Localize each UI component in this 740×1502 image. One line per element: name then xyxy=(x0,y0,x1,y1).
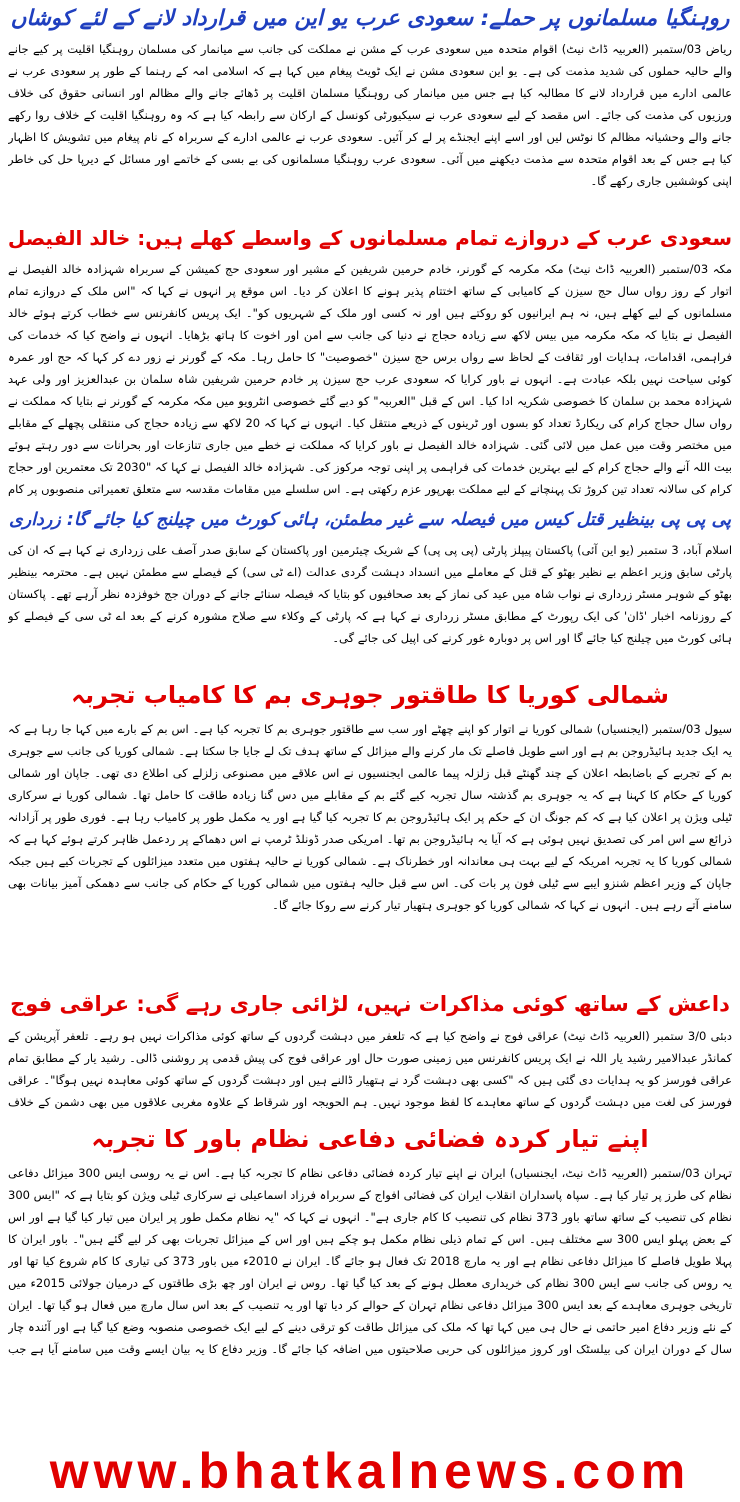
article-headline: اپنے تیار کردہ فضائی دفاعی نظام باور کا تجربہ xyxy=(91,1124,649,1153)
article-iran-bavar xyxy=(8,1125,732,1360)
article-north-korea xyxy=(8,681,732,982)
article-body: دبئی 3/0 ستمبر (العربیہ ڈاٹ نیٹ) عراقی فوج نے واضح کیا ہے کہ تلعفر میں دہشت گردوں کے ساتھ کوئی مذاکرات نہیں ہو رہے۔ تلعفر آپریشن کے کمانڈر عبدالامیر رشید یار اللہ نے ایک پریس کانفرنس میں زمینی صورت حال اور عراقی فوج کی پیش قدمی پر روشنی ڈالی۔ رشید یار کے مطابق تمام عراقی فورسز کو یہ ہدایات دی گئی ہیں کہ "کسی بھی دہشت گرد نے ہتھیار ڈالنے ہیں اور دہشت گردوں کے ساتھ کوئی معاہدہ نہیں ہوگا"۔ عراقی فورسز کی لغت میں دہشت گردوں کے ساتھ معاہدے کا لفظ موجود نہیں۔ ہم الحویجہ اور شرقاط کے علاوہ مغربی علاقوں میں بھی دشمن کے خلاف xyxy=(8,1028,732,1109)
article-body: مکہ 03/ستمبر (العربیہ ڈاٹ نیٹ) مکہ مکرمہ کے گورنر، خادم حرمین شریفین کے مشیر اور سعودی حج کمیشن کے سربراہ شہزادہ خالد الفیصل نے اتوار کے روز رواں سال حج سیزن کے کامیابی کے ساتھ اختتام پذیر ہونے کا اعلان کر دیا۔ اس موقع پر انہوں نے کہا کہ "اس ملک کے دروازے تمام مسلمانوں کے لیے کھلے ہیں، نہ ہم ایرانیوں کو روکتے ہیں اور نہ کسی اور ملک کے شہریوں کو"۔ ایک پریس کانفرنس سے خطاب کرتے ہوئے خالد الفیصل نے بتایا کہ مکہ مکرمہ میں بیس لاکھ سے زیادہ حجاج نے دنیا کی جانب سے امن اور اخوت کا ہاتھ بڑھایا۔ انہوں نے واضح کیا کہ خدمات کی فراہمی، اقدامات، ہدایات اور ثقافت کے لحاظ سے رواں برس حج سیزن "خصوصیت" کا حامل رہا۔ مکہ کے گورنر نے زور دے کر کہا کہ حج اور عمرہ کوئی سیاحت نہیں بلکہ عبادت ہے۔ انہوں نے باور کرایا کہ سعودی عرب حج سیزن پر خادم حرمین شریفین شاہ سلمان بن عبدالعزیز اور ولی عہد شہزادہ محمد بن سلمان کا خصوصی شکریہ ادا کیا۔ اس کے قبل "العربیہ" کو دیے گئے خصوصی انٹرویو میں مکہ مکرمہ کے گورنر نے بتایا کہ مملکت نے رواں سال حجاج کرام کی ریکارڈ تعداد کو بسوں اور ٹرینوں کے ذریعے منتقل کیا۔ انہوں نے کہا کہ 20 لاکھ سے زیادہ حجاج کی منتقلی پچھلے کے مقابلے میں مختصر وقت میں عمل میں لائی گئی۔ شہزادہ خالد الفیصل نے باور کرایا کہ مملکت نے خطے میں جاری تنازعات اور بحرانات سے دور رہتے ہوئے بیت اللہ آنے والے حجاج کرام کے لیے بہترین خدمات کی فراہمی پر اپنی توجہ مرکوز کی۔ شہزادہ خالد الفیصل نے کہا کہ "2030 تک معتمرین اور حجاج کرام کی سالانہ تعداد تین کروڑ تک پہنچانے کے لیے مملکت بھرپور عزم رکھتی ہے۔ اس سلسلے میں مقامات مقدسہ سے متعلق تعمیراتی منصوبوں پر کام xyxy=(8,261,732,496)
article-body: اسلام آباد، 3 ستمبر (یو این آئی) پاکستان پیپلز پارٹی (پی پی پی) کے شریک چیئرمین اور پاکستان کے سابق صدر آصف علی زرداری نے کہا ہے کہ ان کی پارٹی سابق وزیر اعظم بے نظیر بھٹو کے قتل کے معاملے میں انسداد دہشت گردی عدالت (اے ٹی سی) کے فیصلے سے مطمئن نہیں ہے۔ محترمہ بینظیر بھٹو کے شوہر مسٹر زرداری نے نواب شاہ میں عید کی نماز کے بعد صحافیوں کو بتایا کہ فیصلہ سنائے جانے کے دوران جج خوفزدہ نظر آرہے تھے۔ پاکستان کے روزنامہ اخبار 'ڈان' کی ایک رپورٹ کے مطابق مسٹر زرداری نے کہا ہے کہ پارٹی کے وکلاء سے صلاح مشورہ کرنے کے بعد اے ٹی سی کے فیصلے کو ہائی کورٹ میں چیلنج کیا جائے گا اور اس پر دوبارہ غور کرنے کی اپیل کی جائے گی۔ xyxy=(8,542,732,645)
article-khalid-al-faisal xyxy=(8,226,732,500)
article-headline: سعودی عرب کے دروازے تمام مسلمانوں کے واسطے کھلے ہیں: خالد الفیصل xyxy=(8,225,732,250)
article-zardari xyxy=(8,510,732,671)
article-headline: روہنگیا مسلمانوں پر حملے: سعودی عرب یو این میں قرارداد لانے کے لئے کوشاں xyxy=(10,6,730,31)
website-url-footer: www.bhatkalnews.com xyxy=(49,1443,691,1499)
article-iraqi-army xyxy=(8,992,732,1113)
article-body: سیول 03/ستمبر (ایجنسیاں) شمالی کوریا نے اتوار کو اپنے چھٹے اور سب سے طاقتور جوہری بم کا تجربہ کیا ہے۔ اس بم کے بارے میں کہا جا رہا ہے کہ یہ ایک جدید ہائیڈروجن بم ہے اور اسے طویل فاصلے تک مار کرنے والے میزائل کے ساتھ ہدف تک لے جایا جا سکتا ہے۔ شمالی کوریا کی جانب سے جوہری بم کے تجربے کے باضابطہ اعلان کے چند گھنٹے قبل زلزلہ پیما عالمی ایجنسیوں نے اس علاقے میں مصنوعی زلزلے کی اطلاع دی تھی۔ جاپان اور شمالی کوریا کے حکام کا کہنا ہے کہ یہ جوہری بم گذشتہ سال تجربہ کیے گئے بم کے مقابلے میں دس گنا زیادہ طاقت کا حامل تھا۔ شمالی کوریا نے سرکاری ٹیلی ویژن پر اعلان کیا ہے کہ کم جونگ ان کے حکم پر ایک ہائیڈروجن بم کا تجربہ کیا گیا ہے اور یہ مکمل طور پر کامیاب رہا ہے۔ فوری طور پر آزادانہ ذرائع سے اس امر کی تصدیق نہیں ہوئی ہے کہ آیا یہ ہائیڈروجن بم تھا۔ امریکی صدر ڈونلڈ ٹرمپ نے اس دھماکے پر ردعمل ظاہر کرتے ہوئے کہا ہے کہ شمالی کوریا کا یہ تجربہ امریکہ کے لیے بہت ہی معاندانہ اور خطرناک ہے۔ شمالی کوریا نے حالیہ ہفتوں میں متعدد میزائلوں کے تجربات کیے ہیں جبکہ جاپان کے وزیر اعظم شنزو ایبے سے ٹیلی فون پر بات کی۔ اس سے قبل حالیہ ہفتوں میں شمالی کوریا کے حکام کی جانب سے دھمکی آمیز بیانات بھی سامنے آتے رہے ہیں۔ انہوں نے کہا کہ شمالی کوریا کو جوہری ہتھیار تیار کرنے سے روکا جائے گا۔ xyxy=(8,721,732,912)
article-headline: داعش کے ساتھ کوئی مذاکرات نہیں، لڑائی جاری رہے گی: عراقی فوج xyxy=(10,991,730,1016)
article-headline: شمالی کوریا کا طاقتور جوہری بم کا کامیاب تجربہ xyxy=(71,680,669,709)
article-rohingya xyxy=(8,6,732,214)
article-headline: پی پی پی بینظیر قتل کیس میں فیصلہ سے غیر مطمئن، ہائی کورٹ میں چیلنج کیا جائے گا: زرداری xyxy=(9,509,731,530)
article-body: تہران 03/ستمبر (العربیہ ڈاٹ نیٹ، ایجنسیاں) ایران نے اپنے تیار کردہ فضائی دفاعی نظام کا تجربہ کیا ہے۔ اس نے یہ روسی ایس 300 میزائل دفاعی نظام کی طرز پر تیار کیا ہے۔ سپاہ پاسداران انقلاب ایران کی فضائی افواج کے سربراہ فرزاد اسماعیلی نے سرکاری ٹیلی ویژن کو بتایا ہے کہ "ایس 300 نظام کی تنصیب کے ساتھ ساتھ باور 373 نظام کی تنصیب کا کام جاری ہے"۔ انہوں نے کہا کہ "یہ نظام مکمل طور پر ایران میں تیار کیا گیا ہے اور اس کے بعض پہلو ایس 300 سے مختلف ہیں۔ اس کے تمام ذیلی نظام مکمل ہو چکے ہیں اور اس کے میزائل تجربات بھی کر لیے گئے ہیں"۔ باور ایران کا پہلا طویل فاصلے کا میزائل دفاعی نظام ہے اور یہ مارچ 2018 تک فعال ہو جائے گا۔ ایران نے 2010ء میں باور 373 کی تیاری کا کام شروع کیا تھا اور یہ روس کی جانب سے ایس 300 نظام کی خریداری معطل ہونے کے بعد کیا گیا تھا۔ روس نے ایران اور چھ بڑی طاقتوں کے درمیان جولائی 2015ء میں تاریخی جوہری معاہدے کے بعد ایس 300 میزائل دفاعی نظام تہران کے حوالے کر دیا تھا اور یہ تنصیب کے بعد اس سال مارچ میں فعال ہو گیا تھا۔ ایران کے نئے وزیر دفاع امیر حاتمی نے حال ہی میں کہا تھا کہ ملک کی میزائل طاقت کو ترقی دینے کے لیے ایک خصوصی منصوبہ وضع کیا گیا ہے اور آئندہ چار سال کے دوران ایران کی بیلسٹک اور کروز میزائلوں کی حربی صلاحیتوں میں اضافہ کیا جائے گا۔ وزیر دفاع کا یہ بیان ایسے وقت میں سامنے آیا ہے جب xyxy=(8,1165,732,1356)
article-body: ریاض 03/ستمبر (العربیہ ڈاٹ نیٹ) اقوام متحدہ میں سعودی عرب کے مشن نے مملکت کی جانب سے میانمار کی مسلمان روہنگیا اقلیت پر کیے جانے والے حالیہ حملوں کی شدید مذمت کی ہے۔ یو این سعودی مشن نے ایک ٹویٹ پیغام میں کہا ہے کہ اسلامی امہ کے رہنما کے طور پر سعودی عرب نے عالمی ادارے میں قرارداد لانے کا مطالبہ کیا ہے جس میں میانمار کی روہنگیا مسلمان اقلیت پر ڈھائے جانے والے مظالم اور انسانی حقوق کی خلاف ورزیوں کی مذمت کی جائے۔ اس مقصد کے لیے سعودی عرب نے سیکیورٹی کونسل کے ارکان سے رابطہ کیا ہے کہ وہ روہنگیا اقلیت کے خلاف روا رکھے جانے والے وحشیانہ مظالم کا نوٹس لیں اور اسے اپنے ایجنڈے پر لے کر آئیں۔ سعودی عرب نے عالمی ادارے کے سربراہ کے نام پیغام میں تشویش کا اظہار کیا ہے جس کے بعد اقوام متحدہ سے مذمت دیکھنے میں آئی۔ سعودی عرب روہنگیا مسلمانوں کی بے بسی کے خاتمے اور مسائل کے دیرپا حل کی خاطر اپنی کوششیں جاری رکھے گا۔ xyxy=(8,41,732,188)
